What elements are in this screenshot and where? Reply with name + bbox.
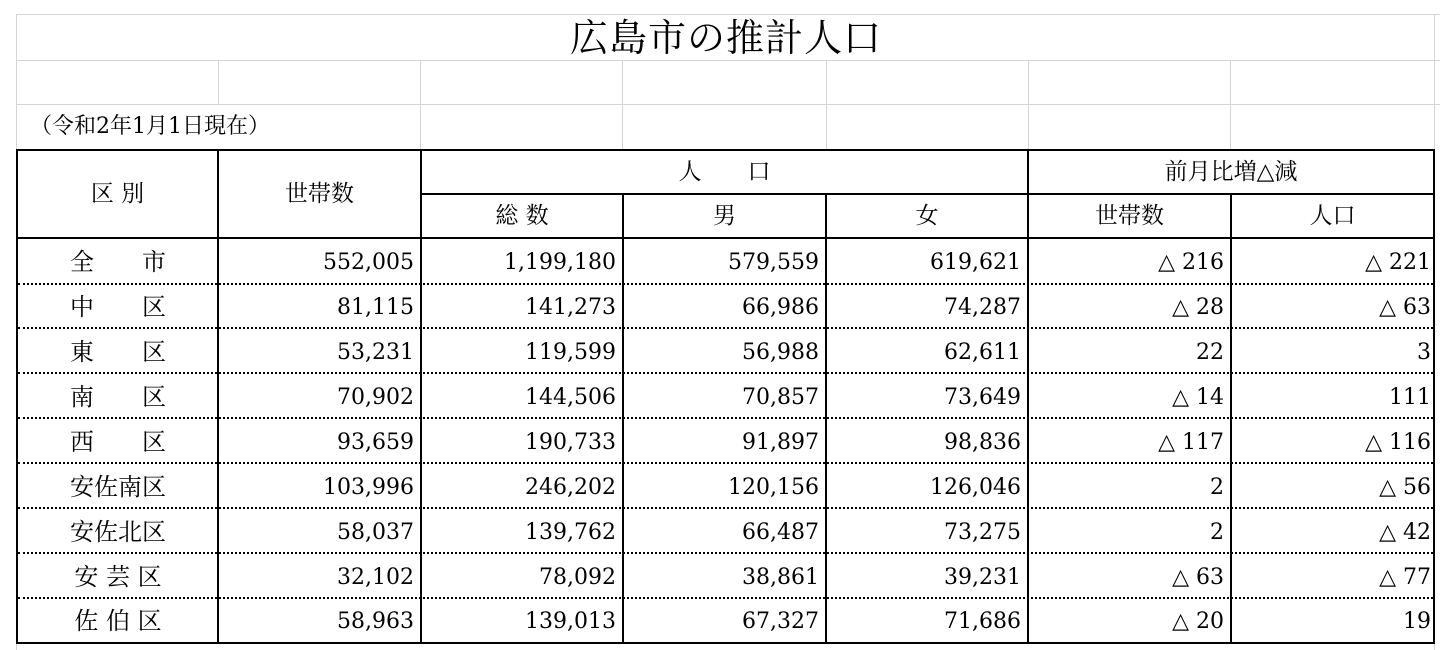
header-ward: 区 別: [90, 181, 145, 207]
male-cell: 66,487: [742, 520, 819, 545]
male-cell: 66,986: [742, 295, 819, 320]
change-households-cell: 2: [1210, 475, 1224, 500]
female-cell: 62,611: [944, 340, 1021, 365]
households-cell: 81,115: [337, 295, 414, 320]
total-cell: 119,599: [525, 340, 616, 365]
ward-name: 佐 伯 区: [74, 607, 162, 635]
male-cell: 70,857: [742, 385, 819, 410]
female-cell: 39,231: [944, 565, 1021, 590]
ward-name: 南 区: [70, 383, 166, 411]
female-cell: 98,836: [944, 430, 1021, 455]
gridline: [218, 60, 219, 104]
total-cell: 1,199,180: [504, 250, 616, 275]
gridline: [826, 60, 827, 150]
total-cell: 139,762: [525, 520, 616, 545]
total-cell: 190,733: [525, 430, 616, 455]
change-households-cell: 22: [1196, 340, 1224, 365]
male-cell: 91,897: [742, 430, 819, 455]
ward-name: 東 区: [70, 338, 166, 366]
header-change-households: 世帯数: [1095, 203, 1164, 229]
total-cell: 246,202: [525, 475, 616, 500]
header-male: 男: [713, 203, 736, 229]
female-cell: 73,275: [944, 520, 1021, 545]
ward-name: 中 区: [70, 293, 166, 321]
ward-name: 安佐北区: [70, 518, 166, 546]
male-cell: 67,327: [742, 609, 819, 634]
change-households-cell: △ 216: [1158, 250, 1224, 275]
households-cell: 58,037: [337, 520, 414, 545]
gridline: [1230, 60, 1231, 150]
gridline: [420, 60, 421, 150]
change-population-cell: △ 56: [1379, 475, 1431, 500]
ward-name: 全 市: [70, 248, 166, 276]
male-cell: 579,559: [728, 250, 819, 275]
header-change: 前月比増△減: [1164, 159, 1298, 185]
header-population: 人 口: [678, 159, 771, 185]
gridline: [16, 104, 1440, 105]
header-total: 総 数: [495, 203, 549, 229]
male-cell: 120,156: [728, 475, 819, 500]
total-cell: 78,092: [539, 565, 616, 590]
change-households-cell: △ 14: [1172, 385, 1224, 410]
male-cell: 56,988: [742, 340, 819, 365]
total-cell: 141,273: [525, 295, 616, 320]
change-population-cell: 111: [1389, 385, 1431, 410]
households-cell: 53,231: [337, 340, 414, 365]
female-cell: 74,287: [944, 295, 1021, 320]
change-population-cell: △ 63: [1379, 295, 1431, 320]
change-households-cell: △ 63: [1172, 565, 1224, 590]
total-cell: 144,506: [525, 385, 616, 410]
change-households-cell: △ 20: [1172, 609, 1224, 634]
households-cell: 58,963: [337, 609, 414, 634]
female-cell: 126,046: [930, 475, 1021, 500]
households-cell: 103,996: [323, 475, 414, 500]
female-cell: 71,686: [944, 609, 1021, 634]
gridline: [622, 60, 623, 150]
change-population-cell: △ 42: [1379, 520, 1431, 545]
ward-name: 安佐南区: [70, 473, 166, 501]
change-households-cell: △ 28: [1172, 295, 1224, 320]
gridline: [1028, 60, 1029, 150]
change-population-cell: △ 77: [1379, 565, 1431, 590]
header-change-population: 人口: [1309, 203, 1356, 229]
header-bottom-border: [16, 237, 1435, 239]
change-population-cell: △ 221: [1365, 250, 1431, 275]
total-cell: 139,013: [525, 609, 616, 634]
households-cell: 552,005: [323, 250, 414, 275]
header-female: 女: [915, 203, 939, 229]
male-cell: 38,861: [742, 565, 819, 590]
change-households-cell: △ 117: [1158, 430, 1224, 455]
households-cell: 32,102: [337, 565, 414, 590]
change-population-cell: 19: [1403, 609, 1431, 634]
ward-name: 安 芸 区: [74, 563, 162, 591]
page-title: 広島市の推計人口: [569, 16, 882, 60]
change-population-cell: 3: [1417, 340, 1431, 365]
change-households-cell: 2: [1210, 520, 1224, 545]
households-cell: 93,659: [337, 430, 414, 455]
gridline: [16, 60, 1440, 61]
change-population-cell: △ 116: [1365, 430, 1431, 455]
female-cell: 619,621: [930, 250, 1021, 275]
date-note: （令和2年1月1日現在）: [30, 114, 270, 139]
ward-name: 西 区: [70, 428, 166, 456]
table-right-border: [1433, 149, 1435, 644]
female-cell: 73,649: [944, 385, 1021, 410]
header-households: 世帯数: [285, 181, 354, 207]
households-cell: 70,902: [337, 385, 414, 410]
